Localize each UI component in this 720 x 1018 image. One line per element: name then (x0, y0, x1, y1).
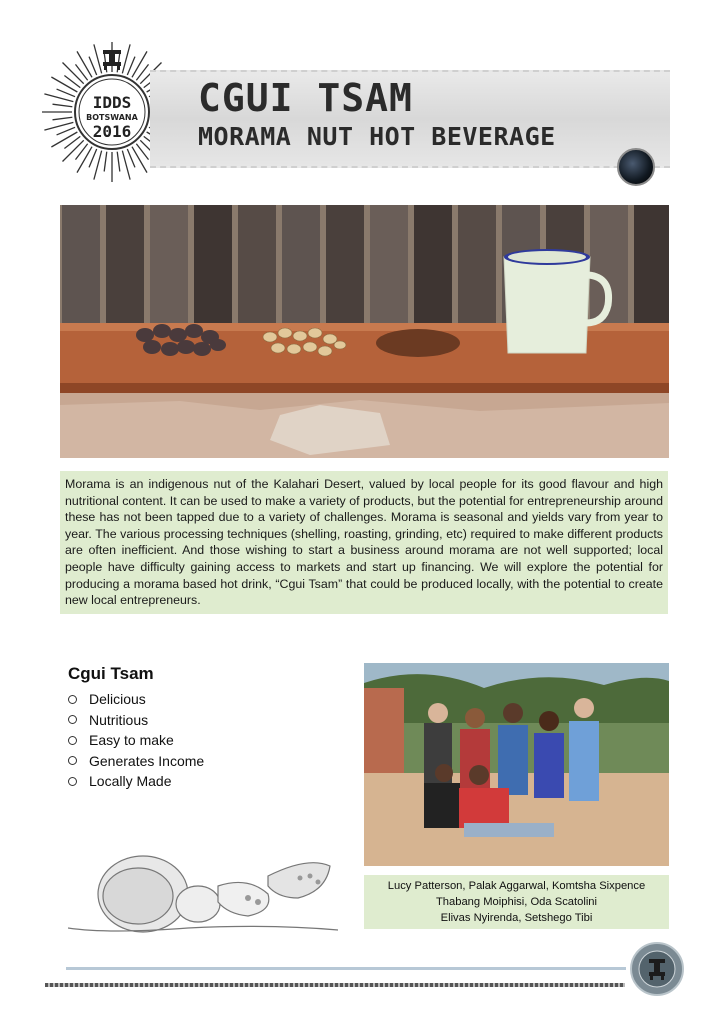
bullet-icon (68, 715, 77, 724)
page-subtitle: MORAMA NUT HOT BEVERAGE (198, 122, 556, 151)
logo-idds-text: IDDS (92, 93, 132, 112)
list-item: Delicious (68, 689, 204, 710)
list-item: Easy to make (68, 730, 204, 751)
logo-year-text: 2016 (92, 122, 132, 141)
footer-seal-icon (630, 942, 684, 996)
globe-icon (617, 148, 655, 186)
bullet-icon (68, 756, 77, 765)
features-title: Cgui Tsam (68, 664, 154, 683)
page-title: CGUI TSAM (198, 76, 413, 120)
caption-line: Lucy Patterson, Palak Aggarwal, Komtsha Sixpence (387, 880, 646, 892)
morama-sketch (68, 836, 338, 936)
intro-paragraph: Morama is an indigenous nut of the Kalahari Desert, valued by local people for its good flavour and high nutritional content. It can be used to make a variety of products, but the potential for entrepreneurship around these has not been tapped due to a variety of challenges. Morama is seasonal and yields vary from year to year. The various processing techniques (shelling, roasting, grinding, etc) required to make different products are often inefficient. And those wishing to start a business around morama are not well supported; local people have difficulty gaining access to markets and start up financing. We will explore the potential for producing a morama based hot drink, “Cgui Tsam” that could be produced locally, with the potential to create new local entrepreneurs. (60, 471, 668, 614)
list-item: Locally Made (68, 771, 204, 792)
bullet-icon (68, 736, 77, 745)
team-caption (364, 875, 669, 929)
feature-list (68, 689, 204, 792)
bullet-icon (68, 777, 77, 786)
caption-line: Thabang Moiphisi, Oda Scatolini (435, 896, 598, 908)
caption-line: Elivas Nyirenda, Setshego Tibi (440, 912, 593, 924)
list-item: Nutritious (68, 710, 204, 731)
team-photo (364, 663, 669, 866)
logo-botswana-text: BOTSWANA (86, 113, 138, 122)
bullet-icon (68, 695, 77, 704)
list-item: Generates Income (68, 751, 204, 772)
footer-divider (66, 967, 626, 970)
footer-rule (45, 983, 625, 987)
product-photo (60, 205, 669, 458)
